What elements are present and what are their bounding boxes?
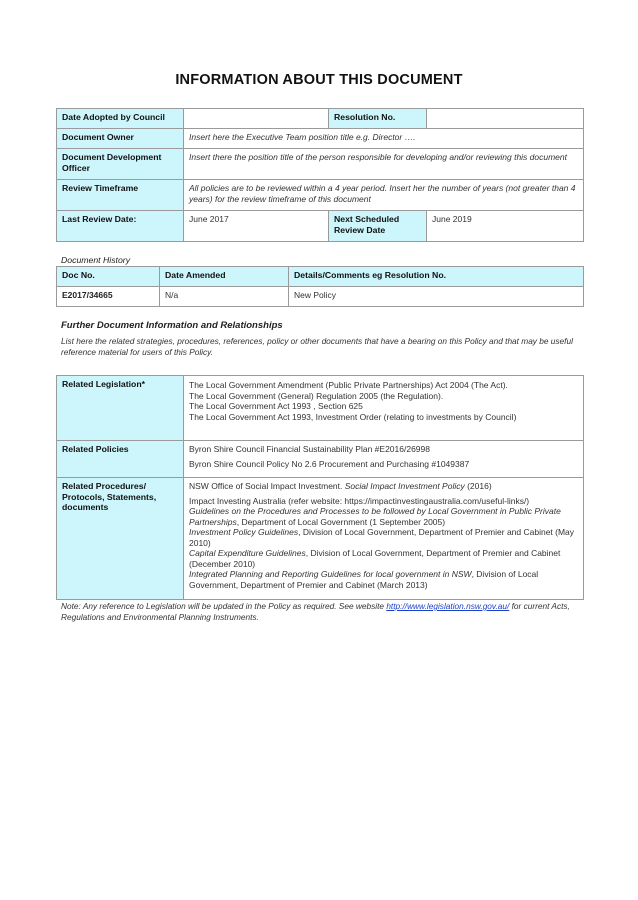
list-item: Integrated Planning and Reporting Guidelines for local government in NSW, Division of Local Government, Department of Premier and Cabinet (March 2013)	[189, 569, 539, 590]
next-review-label: Next Scheduled Review Date	[329, 211, 427, 242]
last-review-label: Last Review Date:	[57, 211, 184, 242]
document-history-label: Document History	[61, 255, 131, 265]
list-item: Byron Shire Council Financial Sustainability Plan #E2016/26998	[189, 444, 430, 454]
last-review-value: June 2017	[184, 211, 329, 242]
document-owner-value: Insert here the Executive Team position title e.g. Director ….	[184, 129, 584, 149]
related-documents-table	[56, 375, 584, 600]
resolution-value	[427, 109, 584, 129]
review-timeframe-label: Review Timeframe	[57, 180, 184, 211]
list-item: Investment Policy Guidelines, Division of Local Government, Department of Premier and Cabinet (May 2010)	[189, 527, 575, 548]
related-procedures-list	[184, 478, 584, 600]
list-item: Byron Shire Council Policy No 2.6 Procurement and Purchasing #1049387	[189, 458, 470, 469]
list-item: Impact Investing Australia (refer website: https://impactinvestingaustralia.com/useful-links/)	[189, 495, 530, 506]
list-item: Guidelines on the Procedures and Processes to be followed by Local Government in Public Private Partnerships, Department of Local Government (1 September 2005)	[189, 506, 561, 527]
related-legislation-list	[184, 376, 584, 441]
history-date-amended: N/a	[160, 287, 289, 307]
list-item: The Local Government (General) Regulation 2005 (the Regulation).	[189, 390, 444, 401]
review-timeframe-value: All policies are to be reviewed within a 4 year period. Insert her the number of years (not greater than 4 years) for the review timeframe of this document	[184, 180, 584, 211]
page-title: INFORMATION ABOUT THIS DOCUMENT	[175, 72, 463, 88]
further-info-heading: Further Document Information and Relationships	[61, 320, 283, 331]
history-header-doc-no: Doc No.	[57, 267, 160, 287]
related-legislation-label: Related Legislation*	[57, 376, 184, 441]
legislation-note: Note: Any reference to Legislation will be updated in the Policy as required. See website http://www.legislation.nsw.gov.au/ for current Acts, Regulations and Environmental Planning Instruments.	[61, 601, 570, 622]
history-header-date-amended: Date Amended	[160, 267, 289, 287]
further-info-intro: List here the related strategies, procedures, references, policy or other documents that have a bearing on this Policy and that may be useful reference material for users of this Policy.	[61, 336, 573, 357]
list-item: The Local Government Amendment (Public Private Partnerships) Act 2004 (The Act).	[189, 380, 508, 390]
date-adopted-value	[184, 109, 329, 129]
document-history-table	[56, 266, 584, 307]
list-item: NSW Office of Social Impact Investment. Social Impact Investment Policy (2016)	[189, 481, 492, 491]
history-doc-no: E2017/34665	[57, 287, 160, 307]
list-item: The Local Government Act 1993 , Section 625	[189, 401, 363, 411]
related-policies-list	[184, 441, 584, 478]
dev-officer-label: Document Development Officer	[57, 149, 184, 180]
date-adopted-label: Date Adopted by Council	[57, 109, 184, 129]
list-item: The Local Government Act 1993, Investment Order (relating to investments by Council)	[189, 411, 517, 422]
resolution-label: Resolution No.	[329, 109, 427, 129]
history-details: New Policy	[289, 287, 584, 307]
document-owner-label: Document Owner	[57, 129, 184, 149]
table-row	[57, 287, 584, 307]
next-review-value: June 2019	[427, 211, 584, 242]
history-header-details: Details/Comments eg Resolution No.	[289, 267, 584, 287]
dev-officer-value: Insert there the position title of the person responsible for developing and/or reviewing this document	[184, 149, 584, 180]
document-info-table	[56, 108, 584, 242]
related-policies-label: Related Policies	[57, 441, 184, 478]
related-procedures-label: Related Procedures/ Protocols, Statements, documents	[57, 478, 184, 600]
list-item: Capital Expenditure Guidelines, Division of Local Government, Department of Premier and Cabinet (December 2010)	[189, 548, 561, 569]
legislation-website-link[interactable]: http://www.legislation.nsw.gov.au/	[386, 601, 510, 611]
